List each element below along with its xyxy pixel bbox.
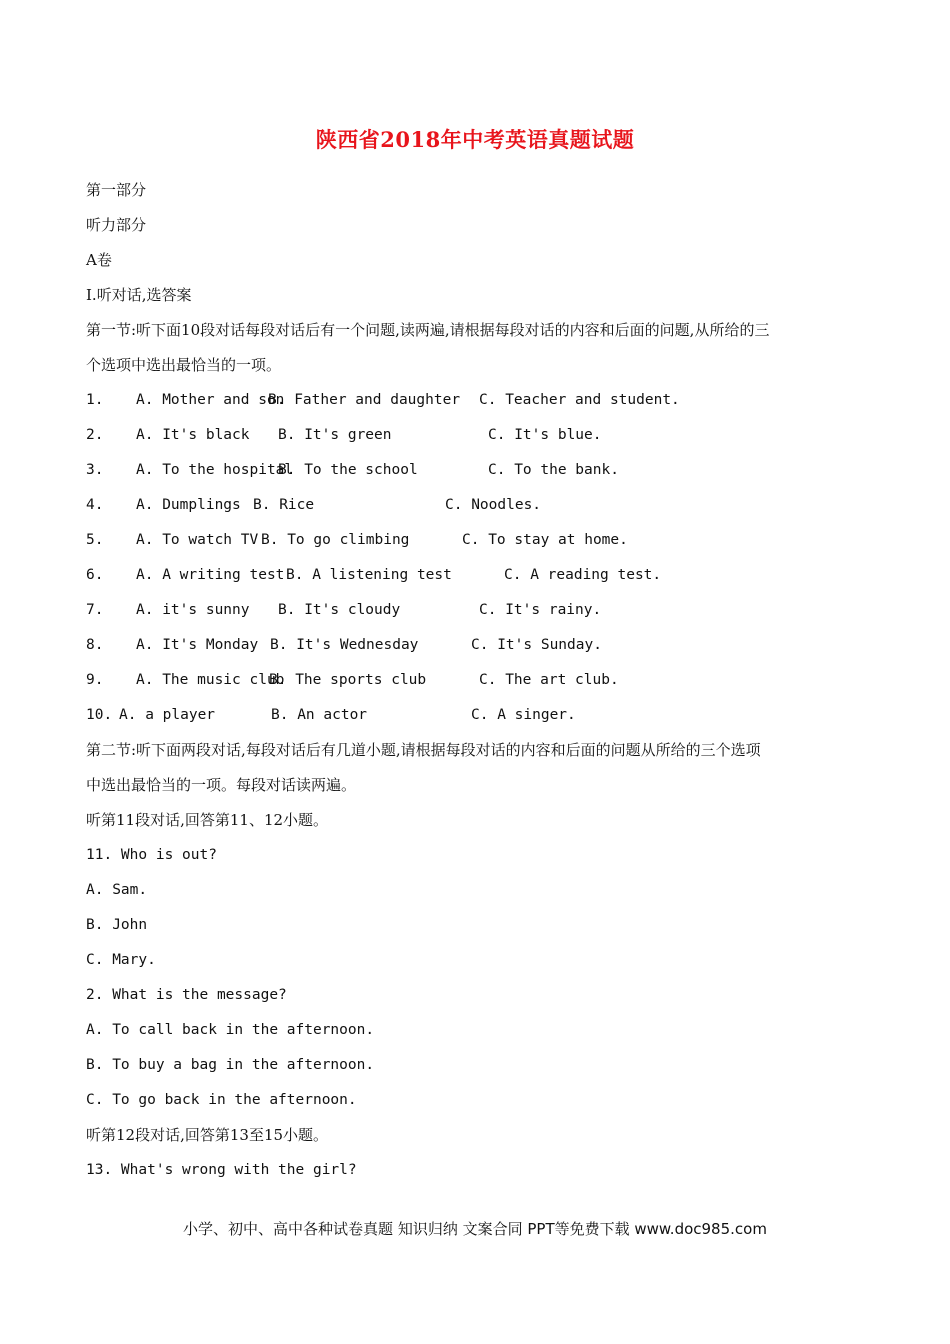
option-a: A. To watch TV [136, 532, 259, 548]
question-number: 9. [86, 672, 104, 688]
question-row [86, 493, 876, 528]
page-footer: 小学、初中、高中各种试卷真题 知识归纳 文案合同 PPT等免费下载 www.doc985.com [183, 1220, 767, 1238]
option-b: B. An actor [271, 707, 368, 723]
option-c: C. Teacher and student. [479, 392, 680, 408]
question-13: 13. What's wrong with the girl? [86, 1162, 357, 1178]
option-a: A. A writing test [136, 567, 285, 583]
option-c: C. It's rainy. [479, 602, 602, 618]
question-row [86, 528, 876, 563]
question-row [86, 703, 876, 738]
question-number: 1. [86, 392, 104, 408]
section-i-heading: I.听对话,选答案 [86, 286, 192, 304]
question-11: 11. Who is out? [86, 847, 217, 863]
part-heading: 第一部分 [86, 181, 147, 199]
question-number: 3. [86, 462, 104, 478]
q11-option-a: A. Sam. [86, 882, 148, 898]
question-number: 5. [86, 532, 104, 548]
question-number: 2. [86, 427, 104, 443]
question-number: 4. [86, 497, 104, 513]
option-b: B. It's Wednesday [270, 637, 419, 653]
paper-a-heading: A卷 [86, 251, 112, 269]
section2-instruction-cont: 中选出最恰当的一项。每段对话读两遍。 [86, 776, 357, 794]
section1-instruction: 第一节:听下面10段对话每段对话后有一个问题,读两遍,请根据每段对话的内容和后面的问题,从所给的三 [86, 321, 770, 339]
option-c: C. Noodles. [445, 497, 542, 513]
question-number: 10. [86, 707, 113, 723]
option-b: B. A listening test [286, 567, 452, 583]
page-title: 陕西省2018年中考英语真题试题 [315, 127, 635, 152]
question-12: 2. What is the message? [86, 987, 287, 1003]
option-b: B. To go climbing [261, 532, 410, 548]
question-row [86, 598, 876, 633]
section1-instruction-cont: 个选项中选出最恰当的一项。 [86, 356, 282, 374]
option-c: C. To stay at home. [462, 532, 628, 548]
option-b: B. Rice [253, 497, 315, 513]
question-row [86, 388, 876, 423]
option-b: B. It's green [278, 427, 392, 443]
question-row [86, 563, 876, 598]
option-a: A. It's black [136, 427, 250, 443]
question-row [86, 668, 876, 703]
q12-option-b: B. To buy a bag in the afternoon. [86, 1057, 375, 1073]
option-c: C. A reading test. [504, 567, 662, 583]
dialogue12-intro: 听第12段对话,回答第13至15小题。 [86, 1126, 329, 1144]
q12-option-a: A. To call back in the afternoon. [86, 1022, 375, 1038]
listening-heading: 听力部分 [86, 216, 147, 234]
q11-option-b: B. John [86, 917, 148, 933]
question-number: 6. [86, 567, 104, 583]
option-b: B. To the school [278, 462, 418, 478]
option-c: C. The art club. [479, 672, 619, 688]
option-c: C. It's blue. [488, 427, 602, 443]
option-a: A. To the hospital [136, 462, 294, 478]
option-a: A. a player [119, 707, 216, 723]
option-c: C. A singer. [471, 707, 576, 723]
question-number: 8. [86, 637, 104, 653]
document-body [86, 178, 876, 1193]
q12-option-c: C. To go back in the afternoon. [86, 1092, 357, 1108]
question-row [86, 458, 876, 493]
option-a: A. it's sunny [136, 602, 250, 618]
option-b: B. It's cloudy [278, 602, 401, 618]
question-row [86, 633, 876, 668]
option-a: A. Dumplings [136, 497, 241, 513]
option-c: C. To the bank. [488, 462, 619, 478]
question-row [86, 423, 876, 458]
option-a: A. Mother and son [136, 392, 285, 408]
option-b: B. Father and daughter [268, 392, 461, 408]
option-a: A. The music club [136, 672, 285, 688]
option-a: A. It's Monday [136, 637, 259, 653]
option-b: B. The sports club [269, 672, 427, 688]
option-c: C. It's Sunday. [471, 637, 602, 653]
question-number: 7. [86, 602, 104, 618]
dialogue11-intro: 听第11段对话,回答第11、12小题。 [86, 811, 329, 829]
q11-option-c: C. Mary. [86, 952, 156, 968]
section2-instruction: 第二节:听下面两段对话,每段对话后有几道小题,请根据每段对话的内容和后面的问题从所给的三个选项 [86, 741, 761, 759]
